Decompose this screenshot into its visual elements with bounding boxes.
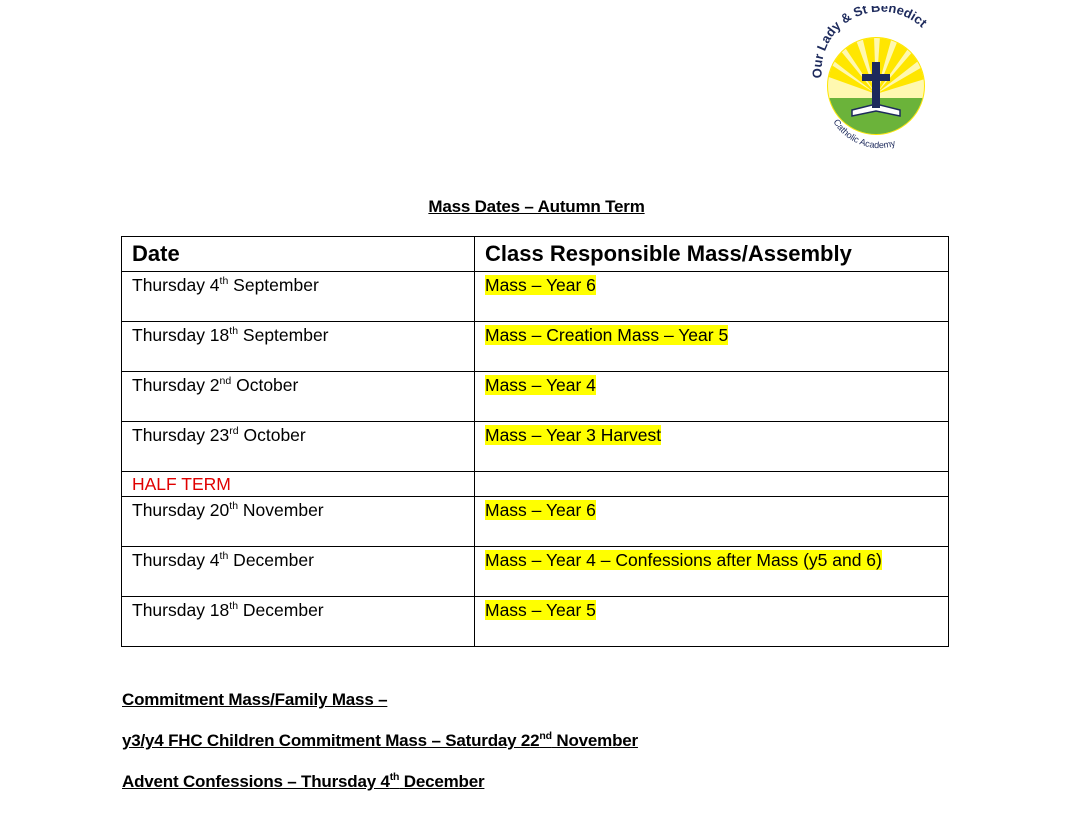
event-cell bbox=[475, 547, 949, 597]
table-row bbox=[122, 272, 949, 322]
date-cell: Thursday 2nd October bbox=[122, 372, 475, 422]
table-row bbox=[122, 422, 949, 472]
date-cell: Thursday 18th September bbox=[122, 322, 475, 372]
date-cell: Thursday 18th December bbox=[122, 597, 475, 647]
table-row bbox=[122, 372, 949, 422]
event-highlight: Mass – Year 4 bbox=[485, 375, 596, 395]
table-row bbox=[122, 547, 949, 597]
event-cell bbox=[475, 272, 949, 322]
table-row bbox=[122, 322, 949, 372]
fhc-commitment-note: y3/y4 FHC Children Commitment Mass – Saturday 22nd November bbox=[122, 730, 638, 750]
table-row bbox=[122, 597, 949, 647]
event-cell bbox=[475, 597, 949, 647]
date-cell: Thursday 4th September bbox=[122, 272, 475, 322]
event-cell bbox=[475, 422, 949, 472]
page-title: Mass Dates – Autumn Term bbox=[428, 197, 645, 216]
half-term-cell: HALF TERM bbox=[122, 472, 475, 497]
advent-confessions-note: Advent Confessions – Thursday 4th December bbox=[122, 771, 485, 791]
empty-cell bbox=[475, 472, 949, 497]
table-header-row bbox=[122, 237, 949, 272]
date-cell: Thursday 4th December bbox=[122, 547, 475, 597]
table-row bbox=[122, 497, 949, 547]
event-highlight: Mass – Year 3 Harvest bbox=[485, 425, 662, 445]
event-cell bbox=[475, 497, 949, 547]
event-highlight: Mass – Creation Mass – Year 5 bbox=[485, 325, 729, 345]
mass-dates-table bbox=[121, 236, 949, 647]
header-date: Date bbox=[122, 237, 475, 272]
logo-arc-text: Our Lady & St Benedict bbox=[809, 6, 931, 79]
table-row-half-term bbox=[122, 472, 949, 497]
event-cell bbox=[475, 372, 949, 422]
date-cell: Thursday 23rd October bbox=[122, 422, 475, 472]
event-highlight: Mass – Year 4 – Confessions after Mass (y5 and 6) bbox=[485, 550, 882, 570]
event-highlight: Mass – Year 6 bbox=[485, 500, 596, 520]
header-class-responsible: Class Responsible Mass/Assembly bbox=[475, 237, 949, 272]
date-cell: Thursday 20th November bbox=[122, 497, 475, 547]
logo-bottom-text: Catholic Academy bbox=[831, 117, 897, 151]
event-cell bbox=[475, 322, 949, 372]
event-highlight: Mass – Year 5 bbox=[485, 600, 596, 620]
school-logo bbox=[800, 6, 950, 152]
commitment-mass-heading: Commitment Mass/Family Mass – bbox=[122, 690, 388, 709]
event-highlight: Mass – Year 6 bbox=[485, 275, 596, 295]
school-logo-graphic bbox=[800, 6, 950, 152]
